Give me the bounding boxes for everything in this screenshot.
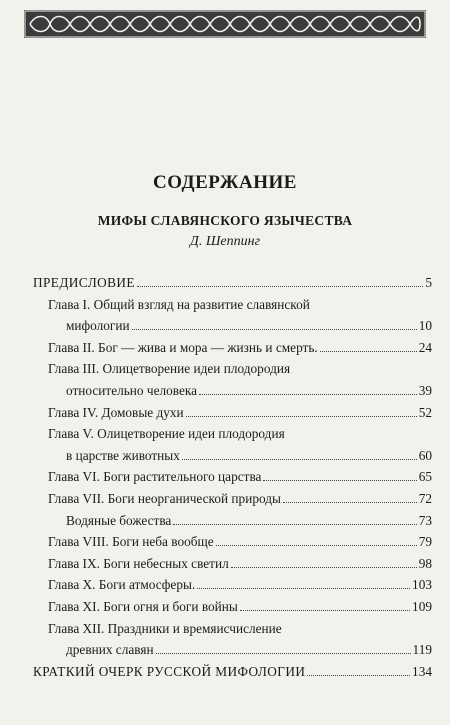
toc-page-number: 134 [412,663,432,679]
toc-page-number: 79 [418,534,432,550]
toc-entry-title: Водяные божества [66,512,172,528]
toc-dot-leader [173,523,416,525]
toc-entry-title: Глава I. Общий взгляд на развитие славянской [48,296,310,312]
contents-heading: СОДЕРЖАНИЕ [153,172,297,193]
toc-entry-title: мифологии [66,318,130,334]
toc-entry-line [66,642,432,658]
toc-dot-leader [307,674,410,676]
toc-dot-leader [240,609,410,611]
toc-page-number: 10 [418,318,432,334]
section-title: МИФЫ СЛАВЯНСКОГО ЯЗЫЧЕСТВА [97,213,353,228]
toc-page-number: 103 [412,577,432,593]
toc-dot-leader [320,350,417,352]
toc-entry-title: Глава V. Олицетворение идеи плодородия [48,426,285,442]
toc-page-number: 60 [418,447,432,463]
toc-entry-title: Глава IV. Домовые духи [48,404,184,420]
toc-entry-line [48,297,432,313]
toc-entry-line [48,599,432,615]
toc-entry-title: Глава II. Бог — жива и мора — жизнь и смерть. [48,339,318,355]
toc-entry-line [48,426,432,442]
toc-entry-line [48,556,432,572]
toc-dot-leader [156,652,411,654]
toc-entry-line [48,469,432,485]
toc-entry-line [48,340,432,356]
toc-entry-line [48,621,432,637]
toc-page-number: 109 [412,599,432,614]
toc-entry-title: ПРЕДИСЛОВИЕ [33,275,135,290]
toc-dot-leader [263,479,416,481]
toc-page-number: 119 [412,642,432,658]
toc-dot-leader [137,285,423,287]
toc-entry-line [66,448,432,464]
toc-dot-leader [182,458,417,460]
toc-entry-title: Глава IX. Боги небесных светил [48,555,229,571]
toc-entry-title: относительно человека [66,383,198,398]
toc-entry-title: Глава X. Боги атмосферы. [48,577,196,593]
toc-dot-leader [283,501,417,503]
toc-dot-leader [197,587,410,589]
toc-entry-line [66,383,432,399]
toc-entry-title: Глава XI. Боги огня и боги войны [48,599,238,614]
toc-dot-leader [186,415,417,417]
toc-entry-title: Глава VII. Боги неорганической природы [48,491,281,506]
toc-entry-line [33,664,432,680]
toc-page-number: 65 [418,469,432,485]
toc-entry-title: Глава VI. Боги растительного царства [48,469,262,485]
header-ornament [24,10,426,38]
toc-entry-title: КРАТКИЙ ОЧЕРК РУССКОЙ МИФОЛОГИИ [33,663,306,679]
toc-dot-leader [199,393,417,395]
toc-entry-title: Глава XII. Праздники и времяисчисление [48,620,282,636]
toc-entry-title: Глава VIII. Боги неба вообще [48,534,214,550]
toc-dot-leader [216,544,417,546]
toc-entry-line [33,275,432,291]
toc-entry-line [66,513,432,529]
toc-entry-title: древних славян [66,642,154,658]
toc-entry-line [48,405,432,421]
author-name: Д. Шеппинг [189,234,261,249]
toc-entry-line [66,318,432,334]
toc-entry-line [48,361,432,377]
toc-entry-title: Глава III. Олицетворение идеи плодородия [48,361,291,377]
toc-entry-title: в царстве животных [66,447,180,463]
toc-page-number: 24 [418,339,432,355]
toc-entry-line [48,491,432,507]
toc-page-number: 39 [418,383,432,398]
toc-page-number: 98 [418,555,432,571]
toc-page-number: 72 [418,491,432,506]
toc-page-number: 5 [425,275,432,290]
toc-page-number: 73 [418,512,432,528]
toc-page-number: 52 [418,404,432,420]
toc-dot-leader [231,566,417,568]
toc-entry-line [48,534,432,550]
toc-entry-line [48,577,432,593]
toc-dot-leader [132,328,417,330]
